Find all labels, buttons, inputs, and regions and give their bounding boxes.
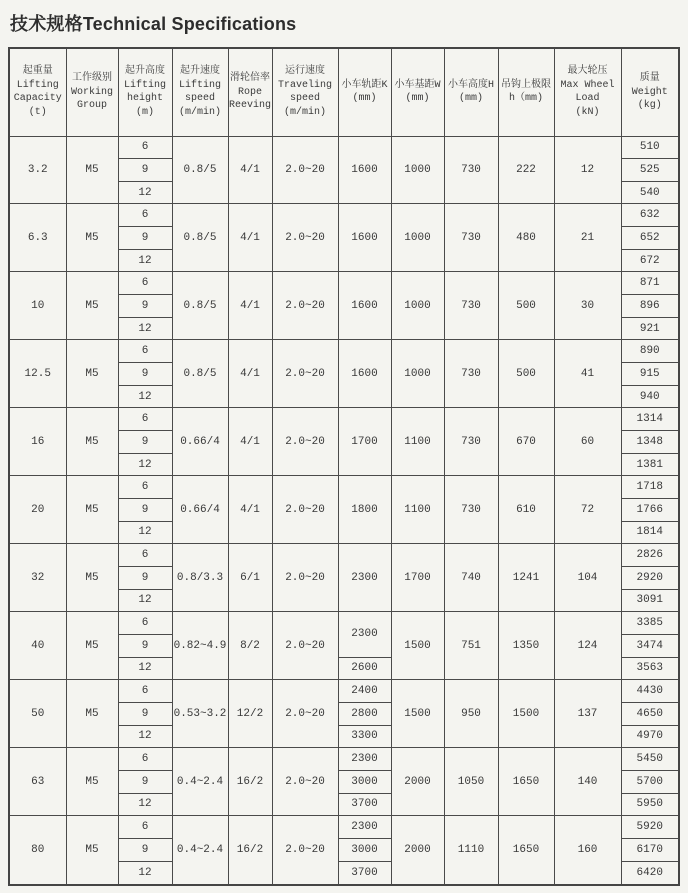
weight-cell: 652 <box>621 227 679 250</box>
weight-cell: 2920 <box>621 566 679 589</box>
track-gauge-cell: 2300 <box>338 748 391 771</box>
weight-cell: 921 <box>621 317 679 340</box>
spec-row-16-h6 <box>9 408 679 431</box>
hook-limit-cell: 610 <box>498 476 554 544</box>
rope-reeving-cell: 8/2 <box>228 612 272 680</box>
rope-reeving-cell: 16/2 <box>228 816 272 885</box>
weight-cell: 896 <box>621 295 679 318</box>
track-gauge-cell: 2400 <box>338 680 391 703</box>
trolley-height-cell: 730 <box>444 340 498 408</box>
track-gauge-cell: 3700 <box>338 793 391 816</box>
lifting-height-cell: 9 <box>118 702 172 725</box>
weight-cell: 3091 <box>621 589 679 612</box>
max-wheel-load-cell: 137 <box>554 680 621 748</box>
wheel-base-cell: 1000 <box>391 136 444 204</box>
lifting-height-cell: 9 <box>118 634 172 657</box>
working-group-cell: M5 <box>66 204 118 272</box>
working-group-cell: M5 <box>66 544 118 612</box>
rope-reeving-cell: 4/1 <box>228 340 272 408</box>
rope-reeving-cell: 6/1 <box>228 544 272 612</box>
spec-row-80-h6 <box>9 816 679 839</box>
track-gauge-cell: 2300 <box>338 612 391 657</box>
lifting-height-cell: 9 <box>118 566 172 589</box>
track-gauge-cell: 3000 <box>338 770 391 793</box>
spec-row-20-h6 <box>9 476 679 499</box>
hook-limit-cell: 500 <box>498 340 554 408</box>
track-gauge-cell: 2600 <box>338 657 391 680</box>
hook-limit-cell: 1241 <box>498 544 554 612</box>
capacity-cell: 50 <box>9 680 66 748</box>
lifting-height-cell: 6 <box>118 476 172 499</box>
weight-cell: 3563 <box>621 657 679 680</box>
lifting-height-cell: 9 <box>118 499 172 522</box>
working-group-cell: M5 <box>66 408 118 476</box>
lifting-speed-cell: 0.66/4 <box>172 408 228 476</box>
hook-limit-cell: 1350 <box>498 612 554 680</box>
lifting-height-cell: 6 <box>118 612 172 635</box>
rope-reeving-cell: 4/1 <box>228 272 272 340</box>
working-group-cell: M5 <box>66 612 118 680</box>
max-wheel-load-cell: 12 <box>554 136 621 204</box>
weight-cell: 1381 <box>621 453 679 476</box>
page-title-en: Technical Specifications <box>82 14 297 34</box>
lifting-height-cell: 6 <box>118 408 172 431</box>
trolley-height-cell: 730 <box>444 136 498 204</box>
trolley-height-cell: 730 <box>444 272 498 340</box>
hook-limit-cell: 670 <box>498 408 554 476</box>
max-wheel-load-cell: 160 <box>554 816 621 885</box>
hook-limit-cell: 1650 <box>498 816 554 885</box>
column-header-lifting-speed: 起升速度 Lifting speed (m/min) <box>172 48 228 136</box>
lifting-speed-cell: 0.66/4 <box>172 476 228 544</box>
header-row <box>9 48 679 136</box>
page-title-zh: 技术规格 <box>10 14 83 34</box>
capacity-cell: 16 <box>9 408 66 476</box>
hook-limit-cell: 500 <box>498 272 554 340</box>
wheel-base-cell: 1000 <box>391 340 444 408</box>
lifting-height-cell: 12 <box>118 793 172 816</box>
lifting-height-cell: 6 <box>118 680 172 703</box>
track-gauge-cell: 2800 <box>338 702 391 725</box>
track-gauge-cell: 2300 <box>338 816 391 839</box>
working-group-cell: M5 <box>66 272 118 340</box>
column-header-rope-reeving: 滑轮倍率 Rope Reeving <box>228 48 272 136</box>
lifting-height-cell: 12 <box>118 861 172 885</box>
weight-cell: 5450 <box>621 748 679 771</box>
working-group-cell: M5 <box>66 136 118 204</box>
lifting-height-cell: 9 <box>118 431 172 454</box>
lifting-height-cell: 6 <box>118 136 172 159</box>
lifting-height-cell: 12 <box>118 317 172 340</box>
weight-cell: 525 <box>621 159 679 182</box>
rope-reeving-cell: 4/1 <box>228 136 272 204</box>
weight-cell: 1314 <box>621 408 679 431</box>
weight-cell: 1766 <box>621 499 679 522</box>
lifting-height-cell: 12 <box>118 589 172 612</box>
wheel-base-cell: 1500 <box>391 680 444 748</box>
lifting-speed-cell: 0.8/5 <box>172 204 228 272</box>
traveling-speed-cell: 2.0~20 <box>272 136 338 204</box>
weight-cell: 632 <box>621 204 679 227</box>
traveling-speed-cell: 2.0~20 <box>272 272 338 340</box>
weight-cell: 540 <box>621 181 679 204</box>
column-header-trolley-track-gauge: 小车轨距K (mm) <box>338 48 391 136</box>
trolley-height-cell: 1110 <box>444 816 498 885</box>
lifting-height-cell: 9 <box>118 295 172 318</box>
wheel-base-cell: 1100 <box>391 476 444 544</box>
spec-table <box>8 47 680 886</box>
lifting-height-cell: 6 <box>118 748 172 771</box>
working-group-cell: M5 <box>66 476 118 544</box>
hook-limit-cell: 1500 <box>498 680 554 748</box>
traveling-speed-cell: 2.0~20 <box>272 544 338 612</box>
traveling-speed-cell: 2.0~20 <box>272 748 338 816</box>
wheel-base-cell: 1000 <box>391 204 444 272</box>
hook-limit-cell: 1650 <box>498 748 554 816</box>
lifting-height-cell: 6 <box>118 340 172 363</box>
column-header-lifting-capacity: 起重量 Lifting Capacity (t) <box>9 48 66 136</box>
wheel-base-cell: 1700 <box>391 544 444 612</box>
track-gauge-cell: 3700 <box>338 861 391 885</box>
weight-cell: 1348 <box>621 431 679 454</box>
trolley-height-cell: 740 <box>444 544 498 612</box>
trolley-height-cell: 730 <box>444 476 498 544</box>
traveling-speed-cell: 2.0~20 <box>272 680 338 748</box>
column-header-hook-upper-limit: 吊钩上极限 h（mm) <box>498 48 554 136</box>
weight-cell: 5950 <box>621 793 679 816</box>
lifting-height-cell: 12 <box>118 181 172 204</box>
capacity-cell: 10 <box>9 272 66 340</box>
hook-limit-cell: 480 <box>498 204 554 272</box>
column-header-max-wheel-load: 最大轮压 Max Wheel Load (kN) <box>554 48 621 136</box>
rope-reeving-cell: 12/2 <box>228 680 272 748</box>
weight-cell: 5700 <box>621 770 679 793</box>
track-gauge-cell: 2300 <box>338 544 391 612</box>
capacity-cell: 3.2 <box>9 136 66 204</box>
lifting-speed-cell: 0.82~4.9 <box>172 612 228 680</box>
max-wheel-load-cell: 104 <box>554 544 621 612</box>
wheel-base-cell: 1000 <box>391 272 444 340</box>
working-group-cell: M5 <box>66 816 118 885</box>
lifting-height-cell: 9 <box>118 363 172 386</box>
max-wheel-load-cell: 30 <box>554 272 621 340</box>
trolley-height-cell: 950 <box>444 680 498 748</box>
track-gauge-cell: 1800 <box>338 476 391 544</box>
spec-row-32-h6 <box>9 544 679 567</box>
lifting-height-cell: 6 <box>118 204 172 227</box>
column-header-working-group: 工作级别 Working Group <box>66 48 118 136</box>
working-group-cell: M5 <box>66 748 118 816</box>
weight-cell: 3385 <box>621 612 679 635</box>
column-header-weight: 质量 Weight (kg) <box>621 48 679 136</box>
lifting-height-cell: 9 <box>118 838 172 861</box>
weight-cell: 871 <box>621 272 679 295</box>
track-gauge-cell: 1600 <box>338 272 391 340</box>
max-wheel-load-cell: 72 <box>554 476 621 544</box>
capacity-cell: 32 <box>9 544 66 612</box>
spec-row-63-h6 <box>9 748 679 771</box>
weight-cell: 4970 <box>621 725 679 748</box>
spec-row-10-h6 <box>9 272 679 295</box>
column-header-trolley-height: 小车高度H (mm) <box>444 48 498 136</box>
weight-cell: 1814 <box>621 521 679 544</box>
lifting-height-cell: 6 <box>118 544 172 567</box>
rope-reeving-cell: 4/1 <box>228 476 272 544</box>
traveling-speed-cell: 2.0~20 <box>272 476 338 544</box>
weight-cell: 2826 <box>621 544 679 567</box>
trolley-height-cell: 730 <box>444 408 498 476</box>
spec-row-6.3-h6 <box>9 204 679 227</box>
column-header-lifting-height: 起升高度 Lifting height (m) <box>118 48 172 136</box>
lifting-height-cell: 6 <box>118 816 172 839</box>
rope-reeving-cell: 16/2 <box>228 748 272 816</box>
spec-row-40-h6 <box>9 612 679 635</box>
rope-reeving-cell: 4/1 <box>228 204 272 272</box>
track-gauge-cell: 3000 <box>338 838 391 861</box>
track-gauge-cell: 1600 <box>338 204 391 272</box>
track-gauge-cell: 1600 <box>338 340 391 408</box>
hook-limit-cell: 222 <box>498 136 554 204</box>
max-wheel-load-cell: 41 <box>554 340 621 408</box>
lifting-height-cell: 9 <box>118 227 172 250</box>
track-gauge-cell: 1700 <box>338 408 391 476</box>
capacity-cell: 63 <box>9 748 66 816</box>
trolley-height-cell: 730 <box>444 204 498 272</box>
traveling-speed-cell: 2.0~20 <box>272 612 338 680</box>
lifting-height-cell: 12 <box>118 249 172 272</box>
max-wheel-load-cell: 60 <box>554 408 621 476</box>
max-wheel-load-cell: 21 <box>554 204 621 272</box>
traveling-speed-cell: 2.0~20 <box>272 204 338 272</box>
weight-cell: 940 <box>621 385 679 408</box>
lifting-speed-cell: 0.8/5 <box>172 136 228 204</box>
column-header-trolley-wheel-base: 小车基距W (mm) <box>391 48 444 136</box>
max-wheel-load-cell: 124 <box>554 612 621 680</box>
capacity-cell: 20 <box>9 476 66 544</box>
lifting-speed-cell: 0.53~3.2 <box>172 680 228 748</box>
lifting-speed-cell: 0.8/5 <box>172 340 228 408</box>
wheel-base-cell: 1500 <box>391 612 444 680</box>
weight-cell: 890 <box>621 340 679 363</box>
weight-cell: 915 <box>621 363 679 386</box>
page-title <box>10 10 296 36</box>
traveling-speed-cell: 2.0~20 <box>272 408 338 476</box>
trolley-height-cell: 751 <box>444 612 498 680</box>
wheel-base-cell: 1100 <box>391 408 444 476</box>
trolley-height-cell: 1050 <box>444 748 498 816</box>
weight-cell: 1718 <box>621 476 679 499</box>
lifting-speed-cell: 0.8/3.3 <box>172 544 228 612</box>
weight-cell: 510 <box>621 136 679 159</box>
weight-cell: 6420 <box>621 861 679 885</box>
wheel-base-cell: 2000 <box>391 748 444 816</box>
column-header-traveling-speed: 运行速度 Traveling speed (m/min) <box>272 48 338 136</box>
traveling-speed-cell: 2.0~20 <box>272 340 338 408</box>
weight-cell: 4650 <box>621 702 679 725</box>
lifting-height-cell: 9 <box>118 770 172 793</box>
spec-row-3.2-h6 <box>9 136 679 159</box>
weight-cell: 672 <box>621 249 679 272</box>
spec-row-50-h6 <box>9 680 679 703</box>
weight-cell: 4430 <box>621 680 679 703</box>
rope-reeving-cell: 4/1 <box>228 408 272 476</box>
track-gauge-cell: 1600 <box>338 136 391 204</box>
capacity-cell: 40 <box>9 612 66 680</box>
lifting-speed-cell: 0.8/5 <box>172 272 228 340</box>
capacity-cell: 80 <box>9 816 66 885</box>
lifting-height-cell: 12 <box>118 725 172 748</box>
wheel-base-cell: 2000 <box>391 816 444 885</box>
capacity-cell: 6.3 <box>9 204 66 272</box>
lifting-height-cell: 12 <box>118 385 172 408</box>
lifting-speed-cell: 0.4~2.4 <box>172 816 228 885</box>
weight-cell: 6170 <box>621 838 679 861</box>
spec-row-12.5-h6 <box>9 340 679 363</box>
lifting-height-cell: 9 <box>118 159 172 182</box>
lifting-height-cell: 12 <box>118 453 172 476</box>
lifting-height-cell: 6 <box>118 272 172 295</box>
weight-cell: 3474 <box>621 634 679 657</box>
track-gauge-cell: 3300 <box>338 725 391 748</box>
capacity-cell: 12.5 <box>9 340 66 408</box>
max-wheel-load-cell: 140 <box>554 748 621 816</box>
lifting-height-cell: 12 <box>118 657 172 680</box>
lifting-height-cell: 12 <box>118 521 172 544</box>
working-group-cell: M5 <box>66 680 118 748</box>
working-group-cell: M5 <box>66 340 118 408</box>
lifting-speed-cell: 0.4~2.4 <box>172 748 228 816</box>
weight-cell: 5920 <box>621 816 679 839</box>
traveling-speed-cell: 2.0~20 <box>272 816 338 885</box>
